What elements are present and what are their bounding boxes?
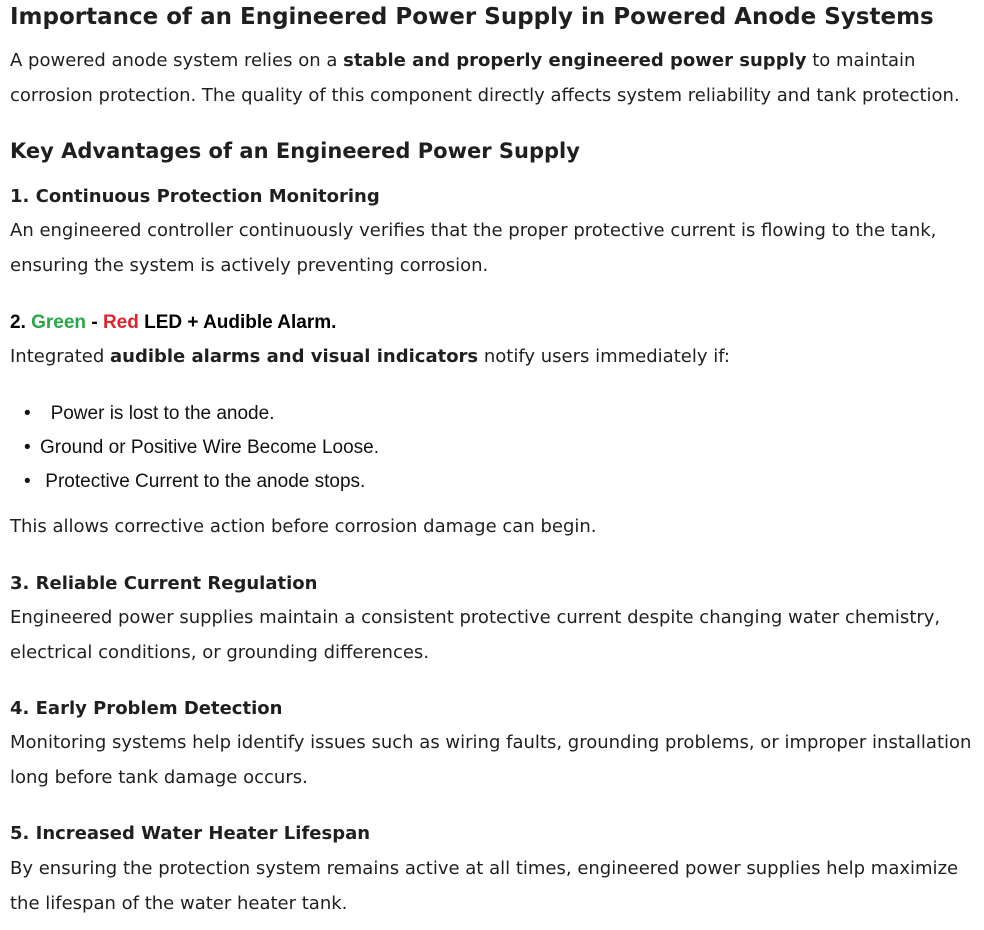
intro-text-post: to maintain corrosion protection. The quality of this component directly affects system reliability and tank protection. bbox=[10, 50, 960, 106]
section-subheading: Key Advantages of an Engineered Power Supply bbox=[10, 139, 580, 163]
bullet-icon: • bbox=[24, 471, 31, 492]
item2-line-post: notify users immediately if: bbox=[478, 346, 730, 367]
item2-number: 2. bbox=[10, 312, 32, 333]
item3-heading: 3. Reliable Current Regulation bbox=[10, 573, 318, 594]
green-led-label: Green bbox=[31, 312, 87, 333]
list-item bbox=[24, 471, 365, 493]
item4-heading: 4. Early Problem Detection bbox=[10, 698, 283, 719]
item1-body: An engineered controller continuously verifies that the proper protective current is flowing to the tank, ensuring the system is actively preventing corrosion. bbox=[10, 220, 937, 276]
alarm-label: LED + Audible Alarm. bbox=[138, 312, 337, 333]
list-item-text: Protective Current to the anode stops. bbox=[45, 471, 366, 492]
intro-text-bold: stable and properly engineered power supply bbox=[343, 50, 807, 71]
page-title: Importance of an Engineered Power Supply in Powered Anode Systems bbox=[10, 4, 934, 30]
item2-line-pre: Integrated bbox=[10, 346, 110, 367]
item2-heading bbox=[10, 312, 336, 334]
item2-intro-line bbox=[10, 339, 975, 374]
red-led-label: Red bbox=[102, 312, 139, 333]
list-item-text: Ground or Positive Wire Become Loose. bbox=[40, 437, 379, 458]
bullet-icon: • bbox=[24, 403, 31, 424]
item5-heading: 5. Increased Water Heater Lifespan bbox=[10, 823, 371, 844]
item3-body: Engineered power supplies maintain a consistent protective current despite changing water chemistry, electrical conditions, or grounding differences. bbox=[10, 607, 941, 663]
list-item-text: Power is lost to the anode. bbox=[50, 403, 275, 424]
item2-line-bold: audible alarms and visual indicators bbox=[109, 346, 479, 367]
item4-body: Monitoring systems help identify issues such as wiring faults, grounding problems, or improper installation long before tank damage occurs. bbox=[10, 732, 972, 788]
item5-body: By ensuring the protection system remains active at all times, engineered power supplies help maximize the lifespan of the water heater tank. bbox=[10, 858, 959, 914]
dash-separator: - bbox=[86, 312, 103, 333]
intro-paragraph bbox=[10, 43, 975, 113]
bullet-icon: • bbox=[24, 437, 31, 458]
item1-heading: 1. Continuous Protection Monitoring bbox=[10, 186, 380, 207]
list-item bbox=[24, 437, 379, 459]
item2-after-text: This allows corrective action before corrosion damage can begin. bbox=[10, 516, 597, 537]
list-item bbox=[24, 403, 274, 425]
intro-text-pre: A powered anode system relies on a bbox=[10, 50, 344, 71]
